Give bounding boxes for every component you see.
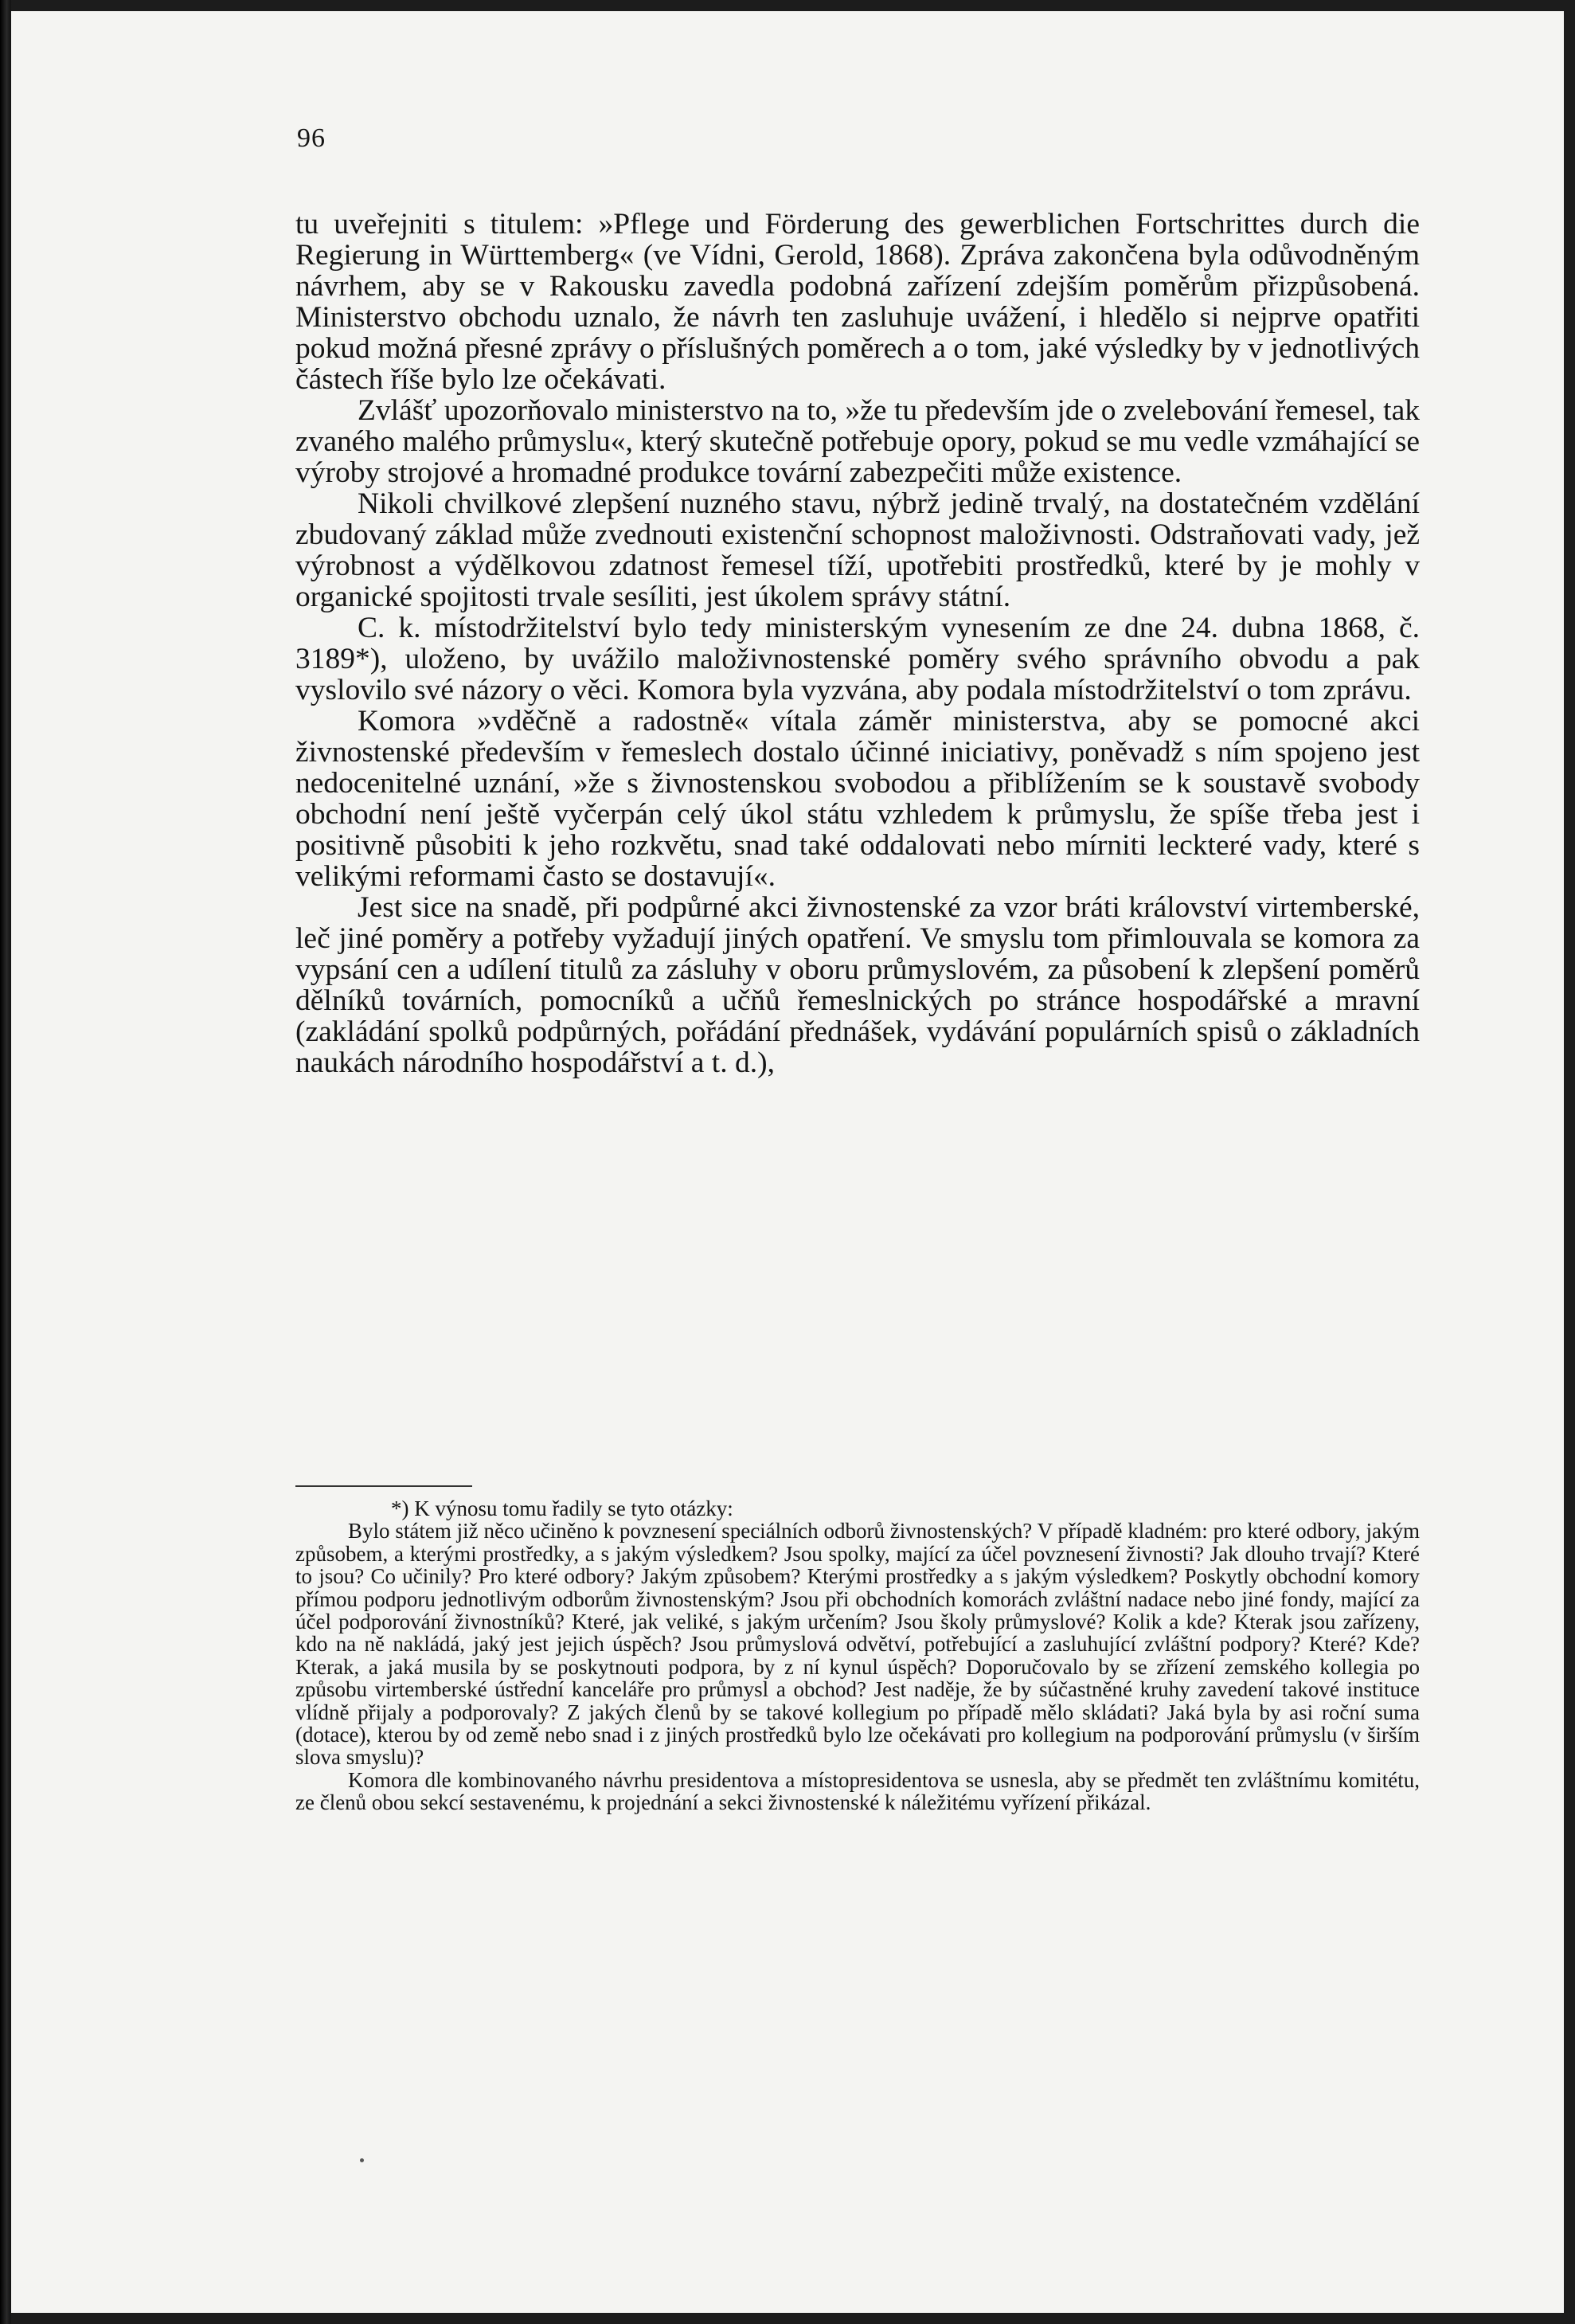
footnote-resolution: Komora dle kombinovaného návrhu presidentova a místopresidentova se usnesla, aby se předmět ten zvláštnímu komitétu, ze členů obou sekcí sestavenému, k projednání a sekci živnostenské k náležitému vyřízení přikázal. [295, 1767, 1420, 1815]
document-page [11, 11, 1564, 2313]
paragraph-2: Zvlášť upozorňovalo ministerstvo na to, »že tu především jde o zvelebování řemesel, tak zvaného malého průmyslu«, který skutečně potřebuje opory, pokud se mu vedle vzmáhající se výroby strojové a hromadné produkce tovární zabezpečiti může existence. [295, 394, 1420, 489]
footnote-heading: *) K výnosu tomu řadily se tyto otázky: [391, 1497, 733, 1520]
paragraph-3: Nikoli chvilkové zlepšení nuzného stavu, nýbrž jedině trvalý, na dostatečném vzdělání zbudovaný základ může zvednouti existenční schopnost maloživnosti. Odstraňovati vady, jež výrobnost a výdělkovou zdatnost řemesel tíží, upotřebiti prostředků, které by je mohly v organické spojitosti trvale sesíliti, jest úkolem správy státní. [295, 487, 1420, 613]
paragraph-4: C. k. místodržitelství bylo tedy ministerským vynesením ze dne 24. dubna 1868, č. 3189*), uloženo, by uvážilo maloživnostenské poměry svého správního obvodu a pak vyslovilo své názory o věci. Komora byla vyzvána, aby podala místodržitelství o tom zprávu. [295, 612, 1420, 706]
paragraph-1: tu uveřejniti s titulem: »Pflege und Förderung des gewerblichen Fortschrittes durch die Regierung in Württemberg« (ve Vídni, Gerold, 1868). Zpráva zakončena byla odůvodněným návrhem, aby se v Rakousku zavedla podobná zařízení zdejším poměrům přizpůsobená. Ministerstvo obchodu uznalo, že návrh ten zasluhuje uvážení, i hledělo si nejprve opatřiti pokud možná přesné zprávy o příslušných poměrech a o tom, jaké výsledky by v jednotlivých částech říše bylo lze očekávati. [295, 208, 1420, 396]
footnote-questions: Bylo státem již něco učiněno k povznesení speciálních odborů živnostenských? V případě kladném: pro které odbory, jakým způsobem, a kterými prostředky, a s jakým výsledkem? Jsou spolky, mající za účel povznesení živnosti? Jak dlouho trvají? Které to jsou? Co učinily? Pro které odbory? Jakým způsobem? Kterými prostředky a s jakým výsledkem? Poskytly obchodní komory přímou podporu jednotlivým odborům živnostenským? Jsou při obchodních komorách zvláštní nadace nebo jiné fondy, mající za účel podporování živnostníků? Které, jak veliké, s jakým určením? Jsou školy průmyslové? Kolik a kde? Kterak jsou zařízeny, kdo na ně nakládá, jaký jest jejich úspěch? Jsou průmyslová odvětví, potřebující a zasluhující zvláštní podpory? Které? Kde? Kterak, a jaká musila by se poskytnouti podpora, by z ní kynul úspěch? Doporučovalo by se zřízení zemského kollegia po způsobu virtemberské ústřední kanceláře pro průmysl a obchod? Jest naděje, že by súčastněné kruhy zavedení takové instituce vlídně přijaly a podporovaly? Z jakých členů by se takové kollegium po případě mělo skládati? Jaká byla by asi roční suma (dotace), kterou by od země nebo snad i z jiných prostředků bylo lze očekávati pro kollegium na podporování průmyslu (v širším slova smyslu)? [295, 1519, 1420, 1770]
stray-mark [360, 2158, 364, 2162]
footnote-separator [295, 1485, 472, 1487]
paragraph-6: Jest sice na snadě, při podpůrné akci živnostenské za vzor bráti království virtemberské, leč jiné poměry a potřeby vyžadují jiných opatření. Ve smyslu tom přimlouvala se komora za vypsání cen a udílení titulů za zásluhy v oboru průmyslovém, za působení k zlepšení poměrů dělníků továrních, pomocníků a učňů řemeslnických po stránce hospodářské a mravní (zakládání spolků podpůrných, pořádání přednášek, vydávání populárních spisů o základních naukách národního hospodářství a t. d.), [295, 891, 1420, 1079]
scan-edge [0, 0, 11, 2324]
footnote [295, 1497, 1420, 1814]
main-text [295, 209, 1420, 1078]
paragraph-5: Komora »vděčně a radostně« vítala záměr ministerstva, aby se pomocné akci živnostenské především v řemeslech dostalo účinné iniciativy, poněvadž s ním spojeno jest nedocenitelné uznání, »že s živnostenskou svobodou a přiblížením se k soustavě svobody obchodní není ještě vyčerpán celý úkol státu vzhledem k průmyslu, že spíše třeba jest i positivně působiti k jeho rozkvětu, snad také oddalovati nebo mírniti leckteré vady, které s velikými reformami často se dostavují«. [295, 705, 1420, 893]
page-number: 96 [297, 123, 326, 153]
